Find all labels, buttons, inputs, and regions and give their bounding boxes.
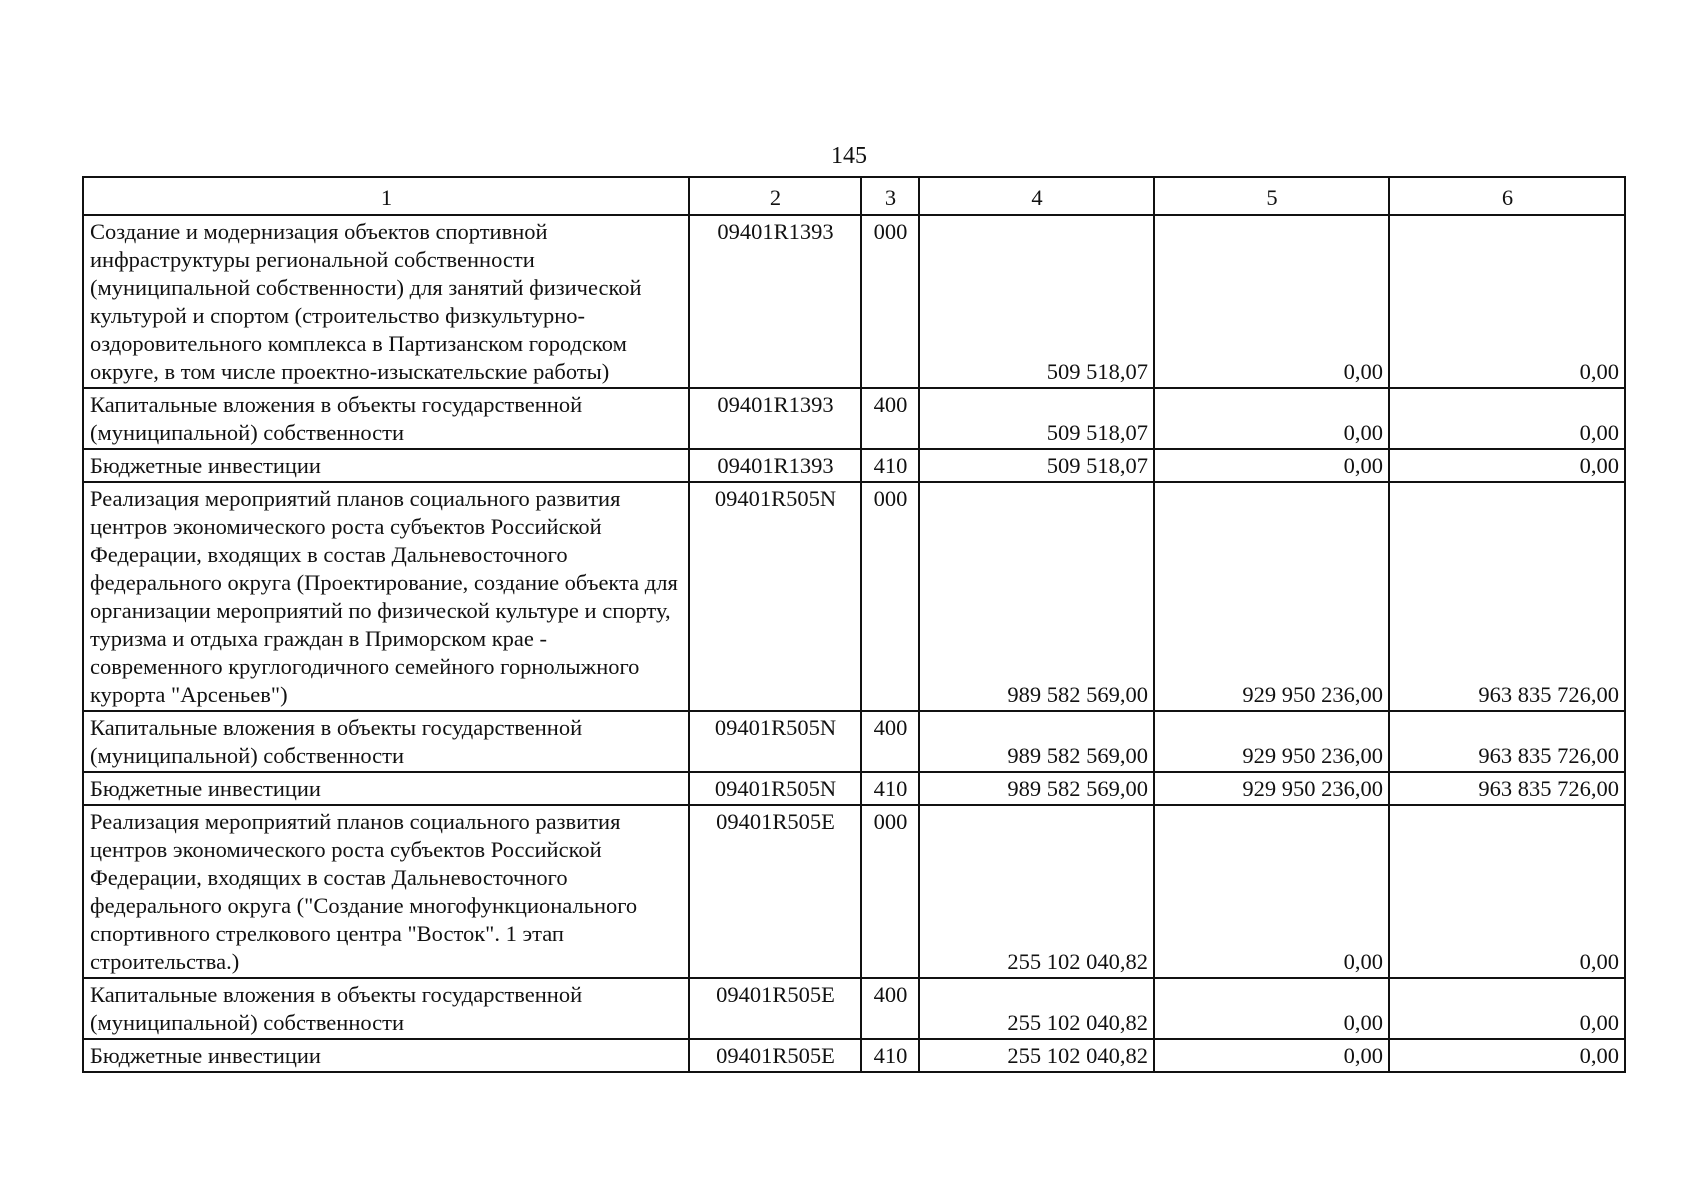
amount-col4-cell: 255 102 040,82	[919, 805, 1154, 978]
table-row	[83, 482, 1625, 711]
amount-col6-cell: 0,00	[1389, 978, 1625, 1039]
item-name-cell: Капитальные вложения в объекты государственной (муниципальной) собственности	[83, 978, 689, 1039]
table-row	[83, 711, 1625, 772]
amount-col5-cell: 0,00	[1154, 388, 1389, 449]
amount-col4-cell: 255 102 040,82	[919, 978, 1154, 1039]
expense-type-cell: 400	[861, 711, 919, 772]
table-row	[83, 805, 1625, 978]
amount-col4-cell: 989 582 569,00	[919, 482, 1154, 711]
table-row	[83, 215, 1625, 388]
column-header: 4	[919, 177, 1154, 215]
column-header: 3	[861, 177, 919, 215]
table-row	[83, 449, 1625, 482]
amount-col4-cell: 509 518,07	[919, 449, 1154, 482]
amount-col5-cell: 0,00	[1154, 805, 1389, 978]
amount-col5-cell: 929 950 236,00	[1154, 711, 1389, 772]
expense-type-cell: 400	[861, 388, 919, 449]
amount-col6-cell: 963 835 726,00	[1389, 482, 1625, 711]
amount-col5-cell: 929 950 236,00	[1154, 482, 1389, 711]
target-code-cell: 09401R505E	[689, 1039, 861, 1072]
amount-col5-cell: 0,00	[1154, 978, 1389, 1039]
target-code-cell: 09401R1393	[689, 449, 861, 482]
item-name-cell: Реализация мероприятий планов социального развития центров экономического роста субъектов Российской Федерации, входящих в состав Дальневосточного федерального округа (Проектирование, создание объекта для организации мероприятий по физической культуре и спорту, туризма и отдыха граждан в Приморском крае - современного круглогодичного семейного горнолыжного курорта "Арсеньев")	[83, 482, 689, 711]
amount-col4-cell: 989 582 569,00	[919, 772, 1154, 805]
target-code-cell: 09401R505N	[689, 711, 861, 772]
amount-col4-cell: 989 582 569,00	[919, 711, 1154, 772]
amount-col5-cell: 929 950 236,00	[1154, 772, 1389, 805]
target-code-cell: 09401R505N	[689, 772, 861, 805]
column-header: 6	[1389, 177, 1625, 215]
amount-col6-cell: 0,00	[1389, 449, 1625, 482]
amount-col4-cell: 509 518,07	[919, 388, 1154, 449]
amount-col6-cell: 0,00	[1389, 388, 1625, 449]
expense-type-cell: 410	[861, 772, 919, 805]
amount-col6-cell: 0,00	[1389, 805, 1625, 978]
column-header: 5	[1154, 177, 1389, 215]
table-row	[83, 978, 1625, 1039]
expense-type-cell: 400	[861, 978, 919, 1039]
expense-type-cell: 410	[861, 449, 919, 482]
amount-col4-cell: 255 102 040,82	[919, 1039, 1154, 1072]
amount-col4-cell: 509 518,07	[919, 215, 1154, 388]
item-name-cell: Создание и модернизация объектов спортивной инфраструктуры региональной собственности (муниципальной собственности) для занятий физической культурой и спортом (строительство физкультурно-оздоровительного комплекса в Партизанском городском округе, в том числе проектно-изыскательские работы)	[83, 215, 689, 388]
item-name-cell: Бюджетные инвестиции	[83, 449, 689, 482]
expense-type-cell: 000	[861, 482, 919, 711]
amount-col6-cell: 963 835 726,00	[1389, 772, 1625, 805]
target-code-cell: 09401R505E	[689, 805, 861, 978]
target-code-cell: 09401R1393	[689, 388, 861, 449]
amount-col5-cell: 0,00	[1154, 449, 1389, 482]
item-name-cell: Капитальные вложения в объекты государственной (муниципальной) собственности	[83, 711, 689, 772]
column-header: 1	[83, 177, 689, 215]
table-row	[83, 388, 1625, 449]
expense-type-cell: 410	[861, 1039, 919, 1072]
amount-col5-cell: 0,00	[1154, 1039, 1389, 1072]
amount-col6-cell: 0,00	[1389, 1039, 1625, 1072]
table-header-row	[83, 177, 1625, 215]
amount-col6-cell: 963 835 726,00	[1389, 711, 1625, 772]
table-row	[83, 772, 1625, 805]
item-name-cell: Бюджетные инвестиции	[83, 772, 689, 805]
page-number: 145	[831, 143, 867, 169]
item-name-cell: Капитальные вложения в объекты государственной (муниципальной) собственности	[83, 388, 689, 449]
item-name-cell: Бюджетные инвестиции	[83, 1039, 689, 1072]
column-header: 2	[689, 177, 861, 215]
target-code-cell: 09401R505E	[689, 978, 861, 1039]
table-row	[83, 1039, 1625, 1072]
target-code-cell: 09401R1393	[689, 215, 861, 388]
amount-col5-cell: 0,00	[1154, 215, 1389, 388]
budget-table	[82, 176, 1626, 1073]
expense-type-cell: 000	[861, 805, 919, 978]
target-code-cell: 09401R505N	[689, 482, 861, 711]
amount-col6-cell: 0,00	[1389, 215, 1625, 388]
item-name-cell: Реализация мероприятий планов социального развития центров экономического роста субъектов Российской Федерации, входящих в состав Дальневосточного федерального округа ("Создание многофункционального спортивного стрелкового центра "Восток". 1 этап строительства.)	[83, 805, 689, 978]
expense-type-cell: 000	[861, 215, 919, 388]
